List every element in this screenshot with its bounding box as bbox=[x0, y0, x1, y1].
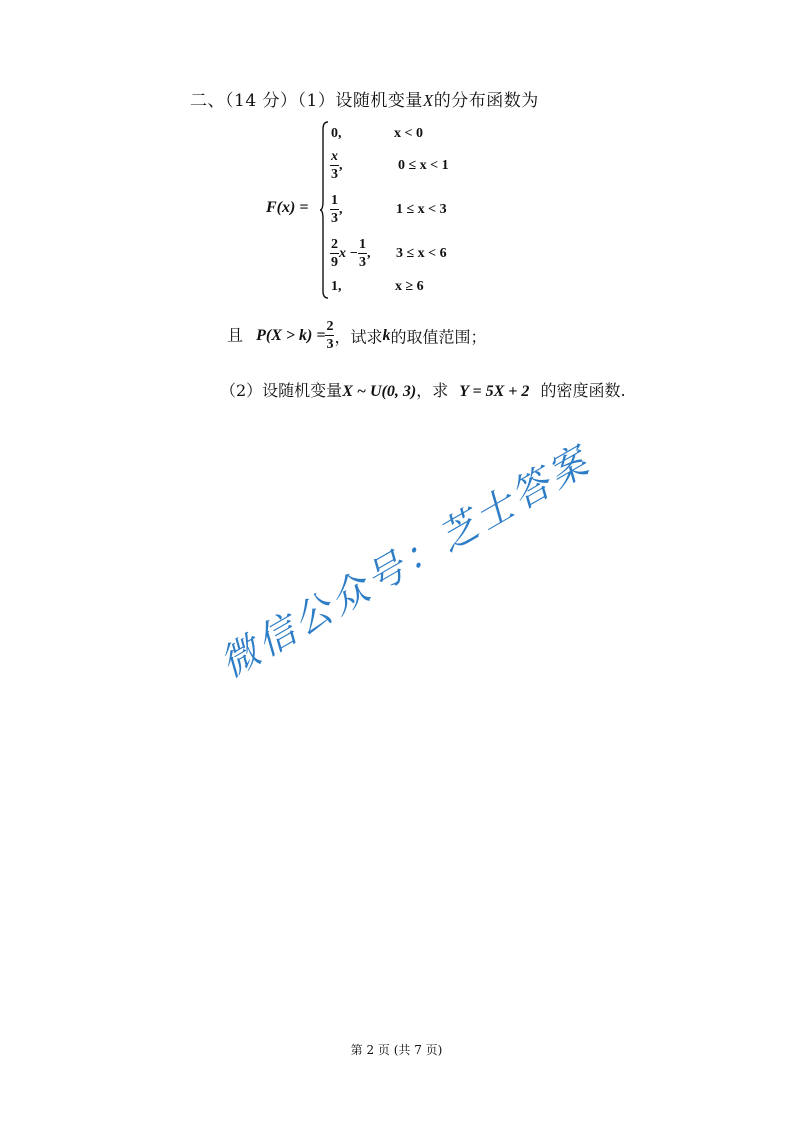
cdf-row-4-middle: x − bbox=[339, 246, 358, 261]
cdf-row-4-value bbox=[330, 238, 370, 270]
cdf-row-3-value bbox=[330, 194, 343, 226]
part-2-question bbox=[220, 378, 626, 401]
watermark: 微信公众号：芝士答案 bbox=[212, 437, 599, 686]
given-probability: P(X > k) = bbox=[256, 327, 326, 344]
cdf-row-4-numerator-2: 1 bbox=[358, 237, 366, 252]
cdf-row-3-comma: , bbox=[339, 202, 343, 218]
part-2-expression: Y = 5X + 2 bbox=[459, 383, 530, 400]
cdf-row-2-numerator: x bbox=[331, 149, 338, 164]
given-tail-b: 的取值范围； bbox=[390, 327, 487, 347]
cdf-row-1-value: 0, bbox=[331, 126, 342, 141]
piecewise-brace bbox=[320, 121, 329, 299]
question-header-text: 二、（14 分）（1）设随机变量 bbox=[190, 91, 423, 111]
cdf-row-4-denominator-2: 3 bbox=[358, 255, 366, 270]
cdf-row-3-condition: 1 ≤ x < 3 bbox=[396, 202, 447, 217]
question-header-tail: 的分布函数为 bbox=[433, 91, 539, 111]
cdf-row-1-condition: x < 0 bbox=[394, 126, 423, 141]
given-variable: k bbox=[382, 327, 391, 344]
question-header bbox=[190, 86, 539, 111]
cdf-row-4-denominator: 9 bbox=[331, 255, 338, 270]
part-2-prefix: （2）设随机变量 bbox=[220, 381, 343, 400]
given-numerator: 2 bbox=[326, 319, 334, 334]
given-condition bbox=[227, 320, 486, 352]
cdf-row-5-value: 1, bbox=[331, 279, 342, 294]
cdf-row-3-denominator: 3 bbox=[331, 211, 338, 226]
given-tail-a: ，试求 bbox=[334, 327, 383, 347]
question-variable: X bbox=[422, 91, 434, 110]
page-footer: 第 2 页 (共 7 页) bbox=[350, 1043, 443, 1057]
cdf-row-4-numerator: 2 bbox=[331, 237, 338, 252]
cdf-lhs: F(x) = bbox=[266, 199, 309, 216]
cdf-row-5-condition: x ≥ 6 bbox=[395, 279, 424, 294]
cdf-row-3-numerator: 1 bbox=[331, 193, 338, 208]
cdf-row-2-value bbox=[330, 150, 343, 182]
cdf-row-4-comma: , bbox=[366, 246, 371, 261]
cdf-row-2-condition: 0 ≤ x < 1 bbox=[398, 158, 449, 173]
given-denominator: 3 bbox=[326, 337, 334, 352]
cdf-row-2-denominator: 3 bbox=[331, 167, 338, 182]
part-2-mid: ，求 bbox=[416, 381, 449, 400]
part-2-tail: 的密度函数. bbox=[540, 381, 626, 400]
given-prefix: 且 bbox=[227, 325, 244, 345]
cdf-row-2-comma: , bbox=[339, 158, 343, 174]
cdf-row-4-condition: 3 ≤ x < 6 bbox=[396, 246, 447, 261]
part-2-distribution: X ~ U(0, 3) bbox=[342, 383, 417, 400]
